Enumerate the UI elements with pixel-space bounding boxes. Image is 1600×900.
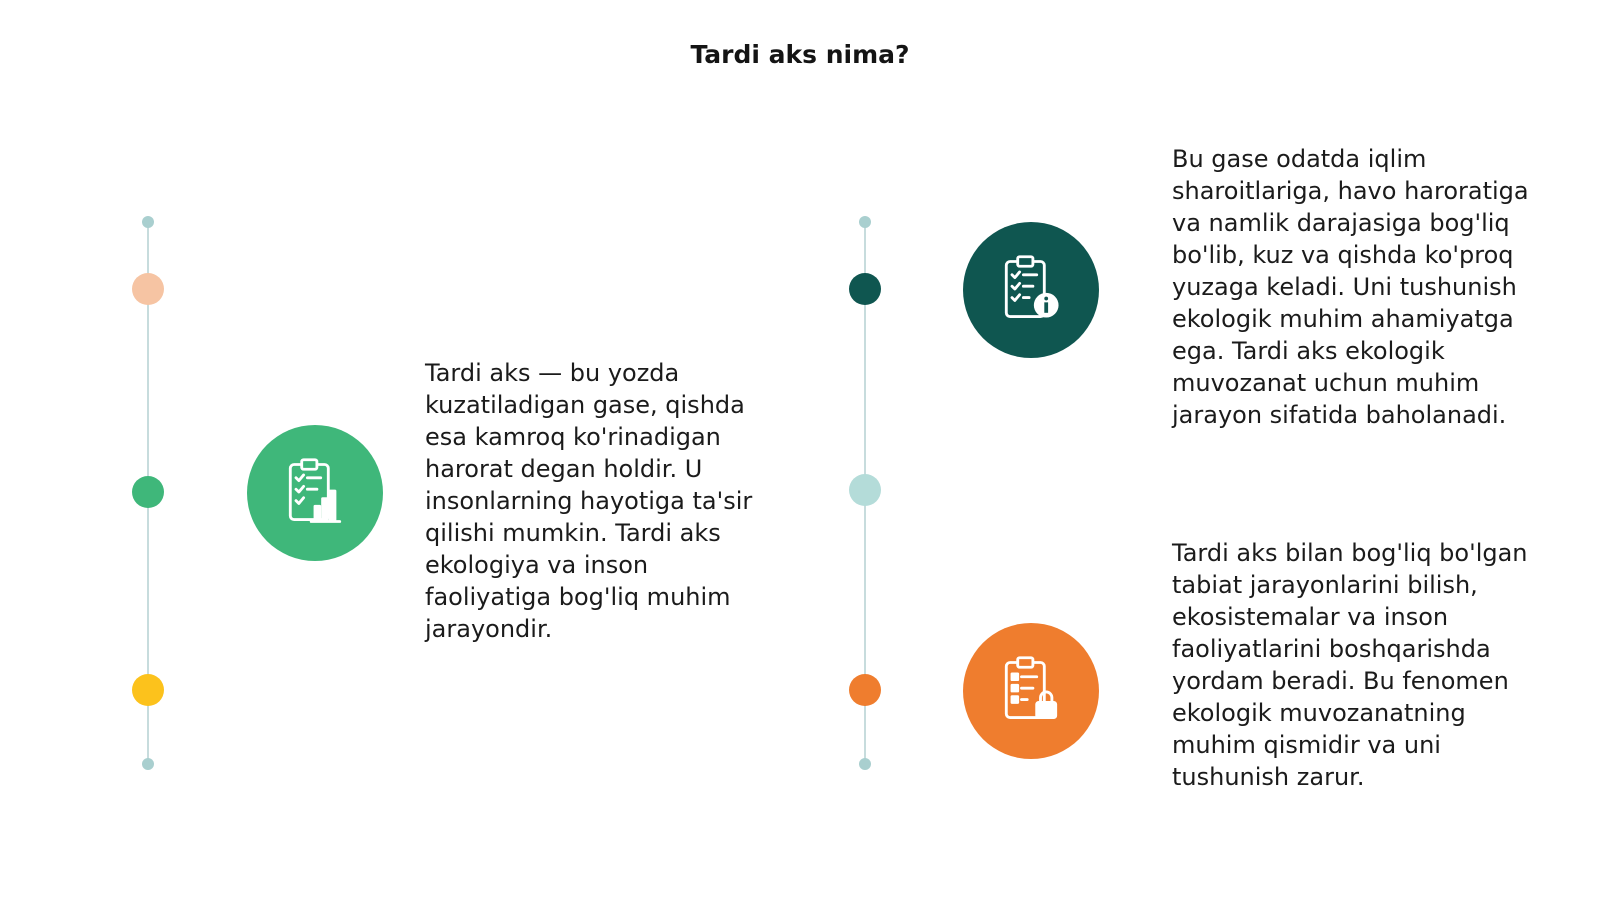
right-timeline-light-teal-dot (849, 474, 881, 506)
paragraph-3: Tardi aks bilan bog'liq bo'lgan tabiat jarayonlarini bilish, ekosistemalar va inson faoliyatlarini boshqarishda yordam beradi. Bu fenomen ekologik muvozanatning muhim qismidir va uni tushunish zarur. (1172, 539, 1528, 791)
right-timeline-teal-dot (849, 273, 881, 305)
left-timeline-end-dot (142, 758, 154, 770)
clipboard-info-icon (963, 222, 1099, 358)
paragraph-2: Bu gase odatda iqlim sharoitlariga, havo haroratiga va namlik darajasiga bog'liq bo'lib, kuz va qishda ko'proq yuzaga keladi. Uni tushunish ekologik muhim ahamiyatga ega. Tardi aks ekologik muvozanat uchun muhim jarayon sifatida baholanadi. (1172, 145, 1529, 429)
paragraph-1: Tardi aks — bu yozda kuzatiladigan gase, qishda esa kamroq ko'rinadigan harorat degan holdir. U insonlarning hayotiga ta'sir qilishi mumkin. Tardi aks ekologiya va inson faoliyatiga bog'liq muhim jarayondir. (425, 359, 753, 643)
right-timeline-orange-dot (849, 674, 881, 706)
right-timeline-end-dot (859, 758, 871, 770)
clipboard-lock-icon (963, 623, 1099, 759)
clipboard-chart-icon (247, 425, 383, 561)
right-timeline-start-dot (859, 216, 871, 228)
left-timeline-green-dot (132, 476, 164, 508)
page-title: Tardi aks nima? (690, 40, 910, 69)
left-timeline-start-dot (142, 216, 154, 228)
left-timeline-peach-dot (132, 273, 164, 305)
left-timeline-yellow-dot (132, 674, 164, 706)
